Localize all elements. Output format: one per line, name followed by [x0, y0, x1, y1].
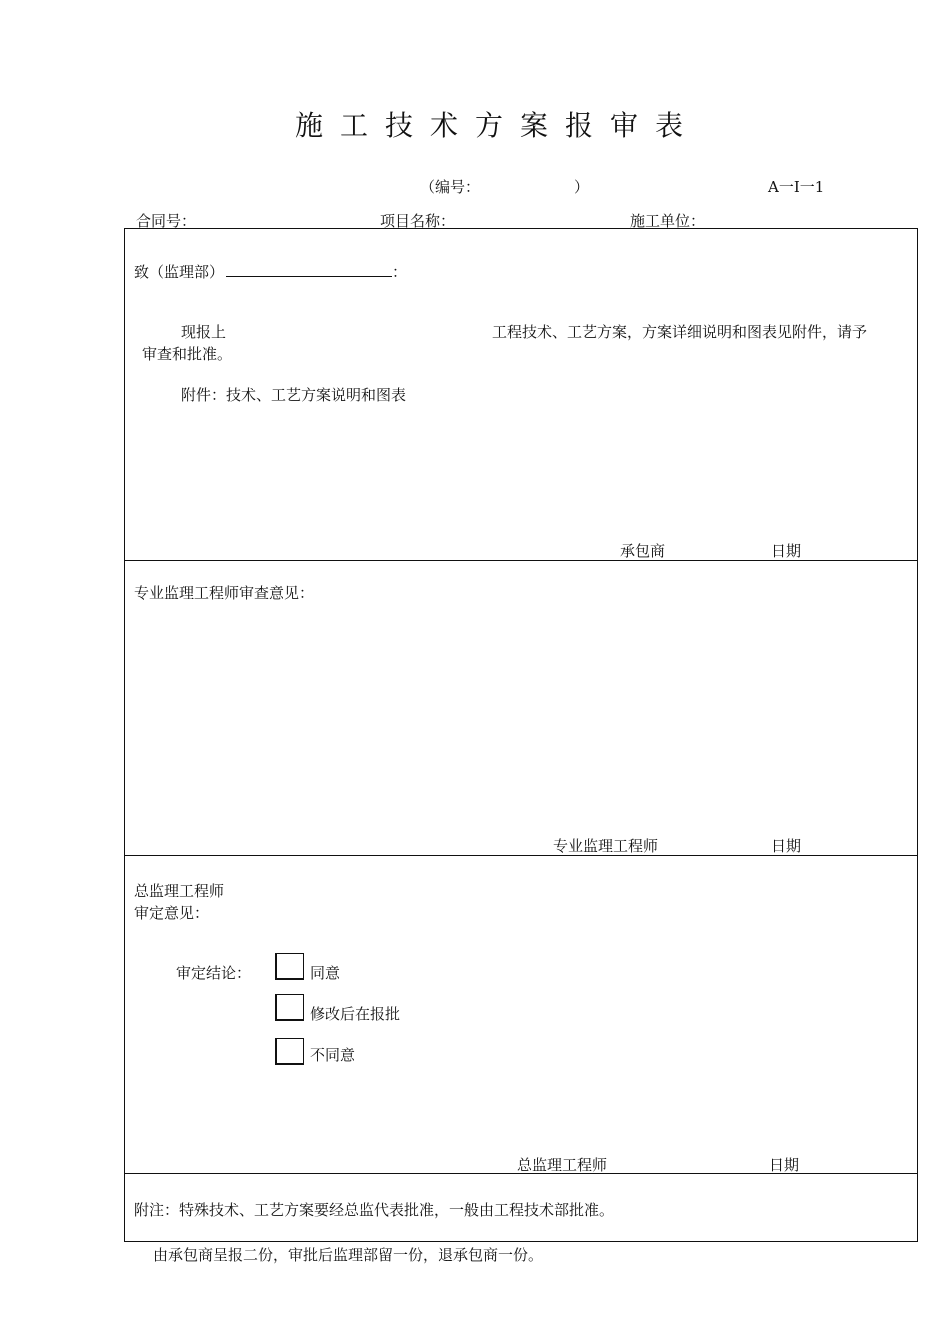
reject-option-label: 不同意	[310, 1046, 356, 1064]
chief-label-line2: 审定意见：	[134, 904, 210, 922]
revise-resubmit-checkbox[interactable]	[275, 994, 304, 1021]
chief-date-label: 日期	[769, 1156, 800, 1174]
form-frame	[124, 228, 918, 1242]
report-prefix: 现报上	[181, 323, 227, 341]
copies-note: 由承包商呈报二份，审批后监理部留一份，退承包商一份。	[153, 1246, 544, 1264]
approve-option-label: 同意	[310, 964, 341, 982]
unit-label: 施工单位：	[630, 212, 706, 230]
contract-label: 合同号：	[136, 212, 197, 230]
revise-option-label: 修改后在报批	[310, 1005, 401, 1023]
chief-signature-label: 总监理工程师	[517, 1156, 608, 1174]
chief-label-line1: 总监理工程师	[134, 882, 225, 900]
to-label: 致（监理部）	[134, 263, 225, 281]
to-colon: ：	[392, 263, 408, 281]
engineer-date-label: 日期	[771, 837, 802, 855]
form-number-close: ）	[574, 178, 590, 196]
form-code: A一Ⅰ一1	[768, 178, 825, 196]
approve-checkbox[interactable]	[275, 953, 304, 980]
project-label: 项目名称：	[380, 212, 456, 230]
footnote: 附注：特殊技术、工艺方案要经总监代表批准，一般由工程技术部批准。	[134, 1201, 615, 1219]
to-supervision-line	[134, 261, 407, 282]
form-number-label: （编号：	[420, 178, 481, 196]
supervision-dept-field[interactable]	[226, 261, 392, 277]
page-title: 施工技术方案报审表	[294, 109, 700, 142]
reject-checkbox[interactable]	[275, 1038, 304, 1065]
attachment-note: 附件：技术、工艺方案说明和图表	[181, 386, 407, 404]
conclusion-label: 审定结论：	[176, 964, 252, 982]
report-line2: 审查和批准。	[142, 345, 233, 363]
engineer-signature-label: 专业监理工程师	[553, 837, 659, 855]
engineer-review-label: 专业监理工程师审查意见：	[134, 584, 315, 602]
contractor-signature-label: 承包商	[620, 542, 666, 560]
report-suffix: 工程技术、工艺方案，方案详细说明和图表见附件，请予	[492, 323, 868, 341]
contractor-date-label: 日期	[771, 542, 802, 560]
